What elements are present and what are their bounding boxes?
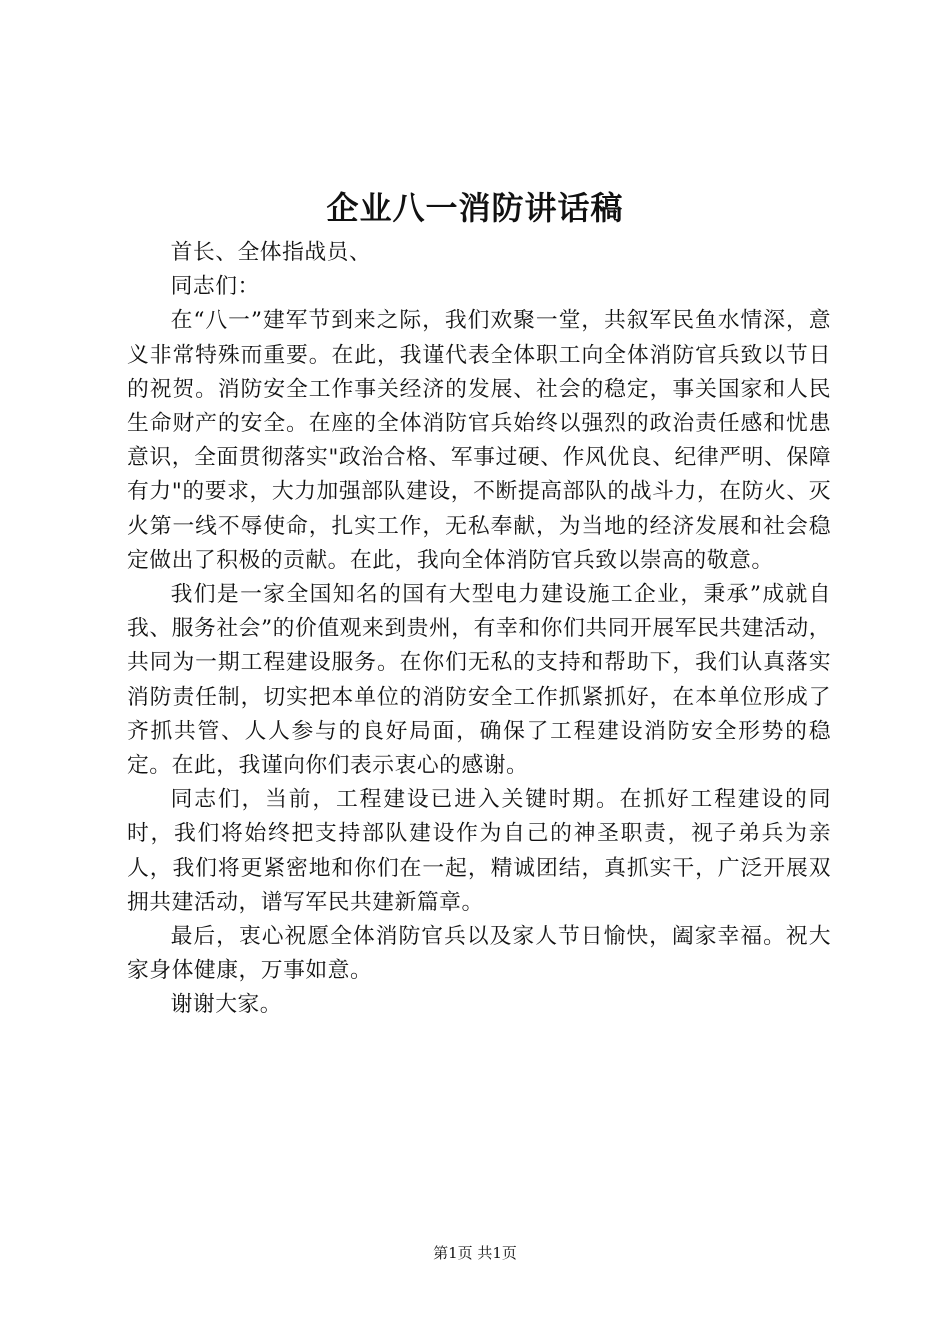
paragraph-4: 最后，衷心祝愿全体消防官兵以及家人节日愉快，阖家幸福。祝大家身体健康，万事如意。 bbox=[127, 924, 831, 984]
closing-line: 谢谢大家。 bbox=[170, 992, 283, 1018]
paragraph-2: 我们是一家全国知名的国有大型电力建设施工企业，秉承”成就自我、服务社会”的价值观来到贵州，有幸和你们共同开展军民共建活动，共同为一期工程建设服务。在你们无私的支持和帮助下，我们认真落实消防责任制，切实把本单位的消防安全工作抓紧抓好，在本单位形成了齐抓共管、人人参与的良好局面，确保了工程建设消防安全形势的稳定。在此，我谨向你们表示衷心的感谢。 bbox=[127, 582, 831, 779]
paragraph-3: 同志们，当前，工程建设已进入关键时期。在抓好工程建设的同时，我们将始终把支持部队建设作为自己的神圣职责，视子弟兵为亲人，我们将更紧密地和你们在一起，精诚团结，真抓实干，广泛开展双拥共建活动，谱写军民共建新篇章。 bbox=[127, 787, 831, 915]
salutation-line-1: 首长、全体指战员、 bbox=[170, 240, 372, 265]
document-body bbox=[127, 236, 831, 1023]
paragraph-1: 在“八一”建军节到来之际，我们欢聚一堂，共叙军民鱼水情深，意义非常特殊而重要。在此，我谨代表全体职工向全体消防官兵致以节日的祝贺。消防安全工作事关经济的发展、社会的稳定，事关国家和人民生命财产的安全。在座的全体消防官兵始终以强烈的政治责任感和忧患意识，全面贯彻落实"政治合格、军事过硬、作风优良、纪律严明、保障有力"的要求，大力加强部队建设，不断提高部队的战斗力，在防火、灭火第一线不辱使命，扎实工作，无私奉献，为当地的经济发展和社会稳定做出了积极的贡献。在此，我向全体消防官兵致以崇高的敬意。 bbox=[127, 308, 831, 573]
document-title: 企业八一消防讲话稿 bbox=[326, 189, 624, 227]
page-number-footer: 第1页 共1页 bbox=[433, 1244, 517, 1262]
salutation-line-2: 同志们： bbox=[170, 274, 260, 300]
